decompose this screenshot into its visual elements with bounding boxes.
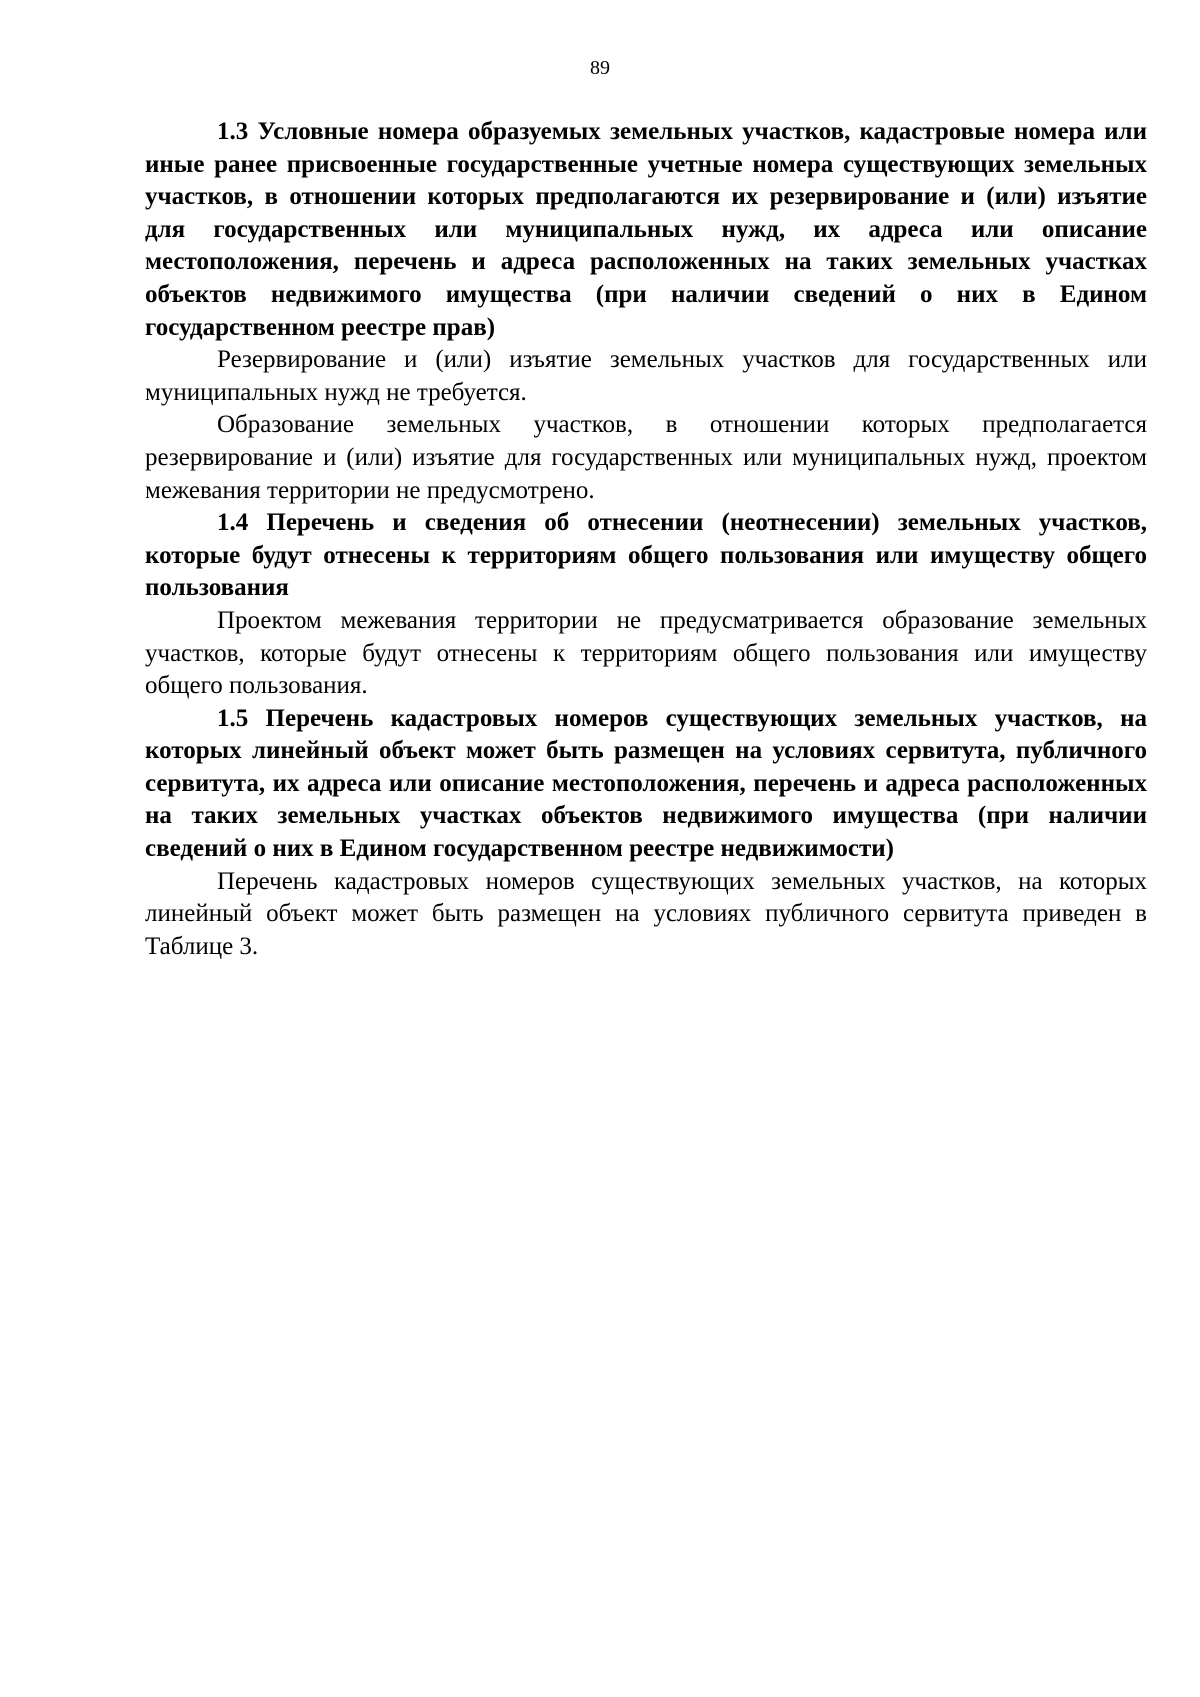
- paragraph-servitude: Перечень кадастровых номеров существующих земельных участков, на которых линейный объект может быть размещен на условиях публичного сервитута приведен в Таблице 3.: [145, 867, 1147, 960]
- paragraph-formation: Образование земельных участков, в отношении которых предполагается резервирование и (или) изъятие для государственных или муниципальных нужд, проектом межевания территории не предусмотрено.: [145, 411, 1147, 504]
- paragraph-public-use: Проектом межевания территории не предусматривается образование земельных участков, которые будут отнесены к территориям общего пользования или имуществу общего пользования.: [145, 606, 1147, 700]
- section-heading-1-3: 1.3 Условные номера образуемых земельных участков, кадастровые номера или иные ранее присвоенные государственные учетные номера существующих земельных участков, в отношении которых предполагаются их резервирование и (или) изъятие для государственных или муниципальных нужд, их адреса или описание местоположения, перечень и адреса расположенных на таких земельных участках объектов недвижимого имущества (при наличии сведений о них в Едином государственном реестре прав): [145, 118, 1147, 341]
- section-heading-1-5: 1.5 Перечень кадастровых номеров существующих земельных участков, на которых линейный объект может быть размещен на условиях сервитута, публичного сервитута, их адреса или описание местоположения, перечень и адреса расположенных на таких земельных участках объектов недвижимого имущества (при наличии сведений о них в Едином государственном реестре недвижимости): [145, 704, 1147, 863]
- document-body: [145, 116, 1147, 963]
- section-heading-1-4: 1.4 Перечень и сведения об отнесении (неотнесении) земельных участков, которые будут отнесены к территориям общего пользования или имуществу общего пользования: [145, 509, 1147, 602]
- paragraph-reservation: Резервирование и (или) изъятие земельных участков для государственных или муниципальных нужд не требуется.: [145, 346, 1147, 406]
- page-number: 89: [590, 57, 610, 79]
